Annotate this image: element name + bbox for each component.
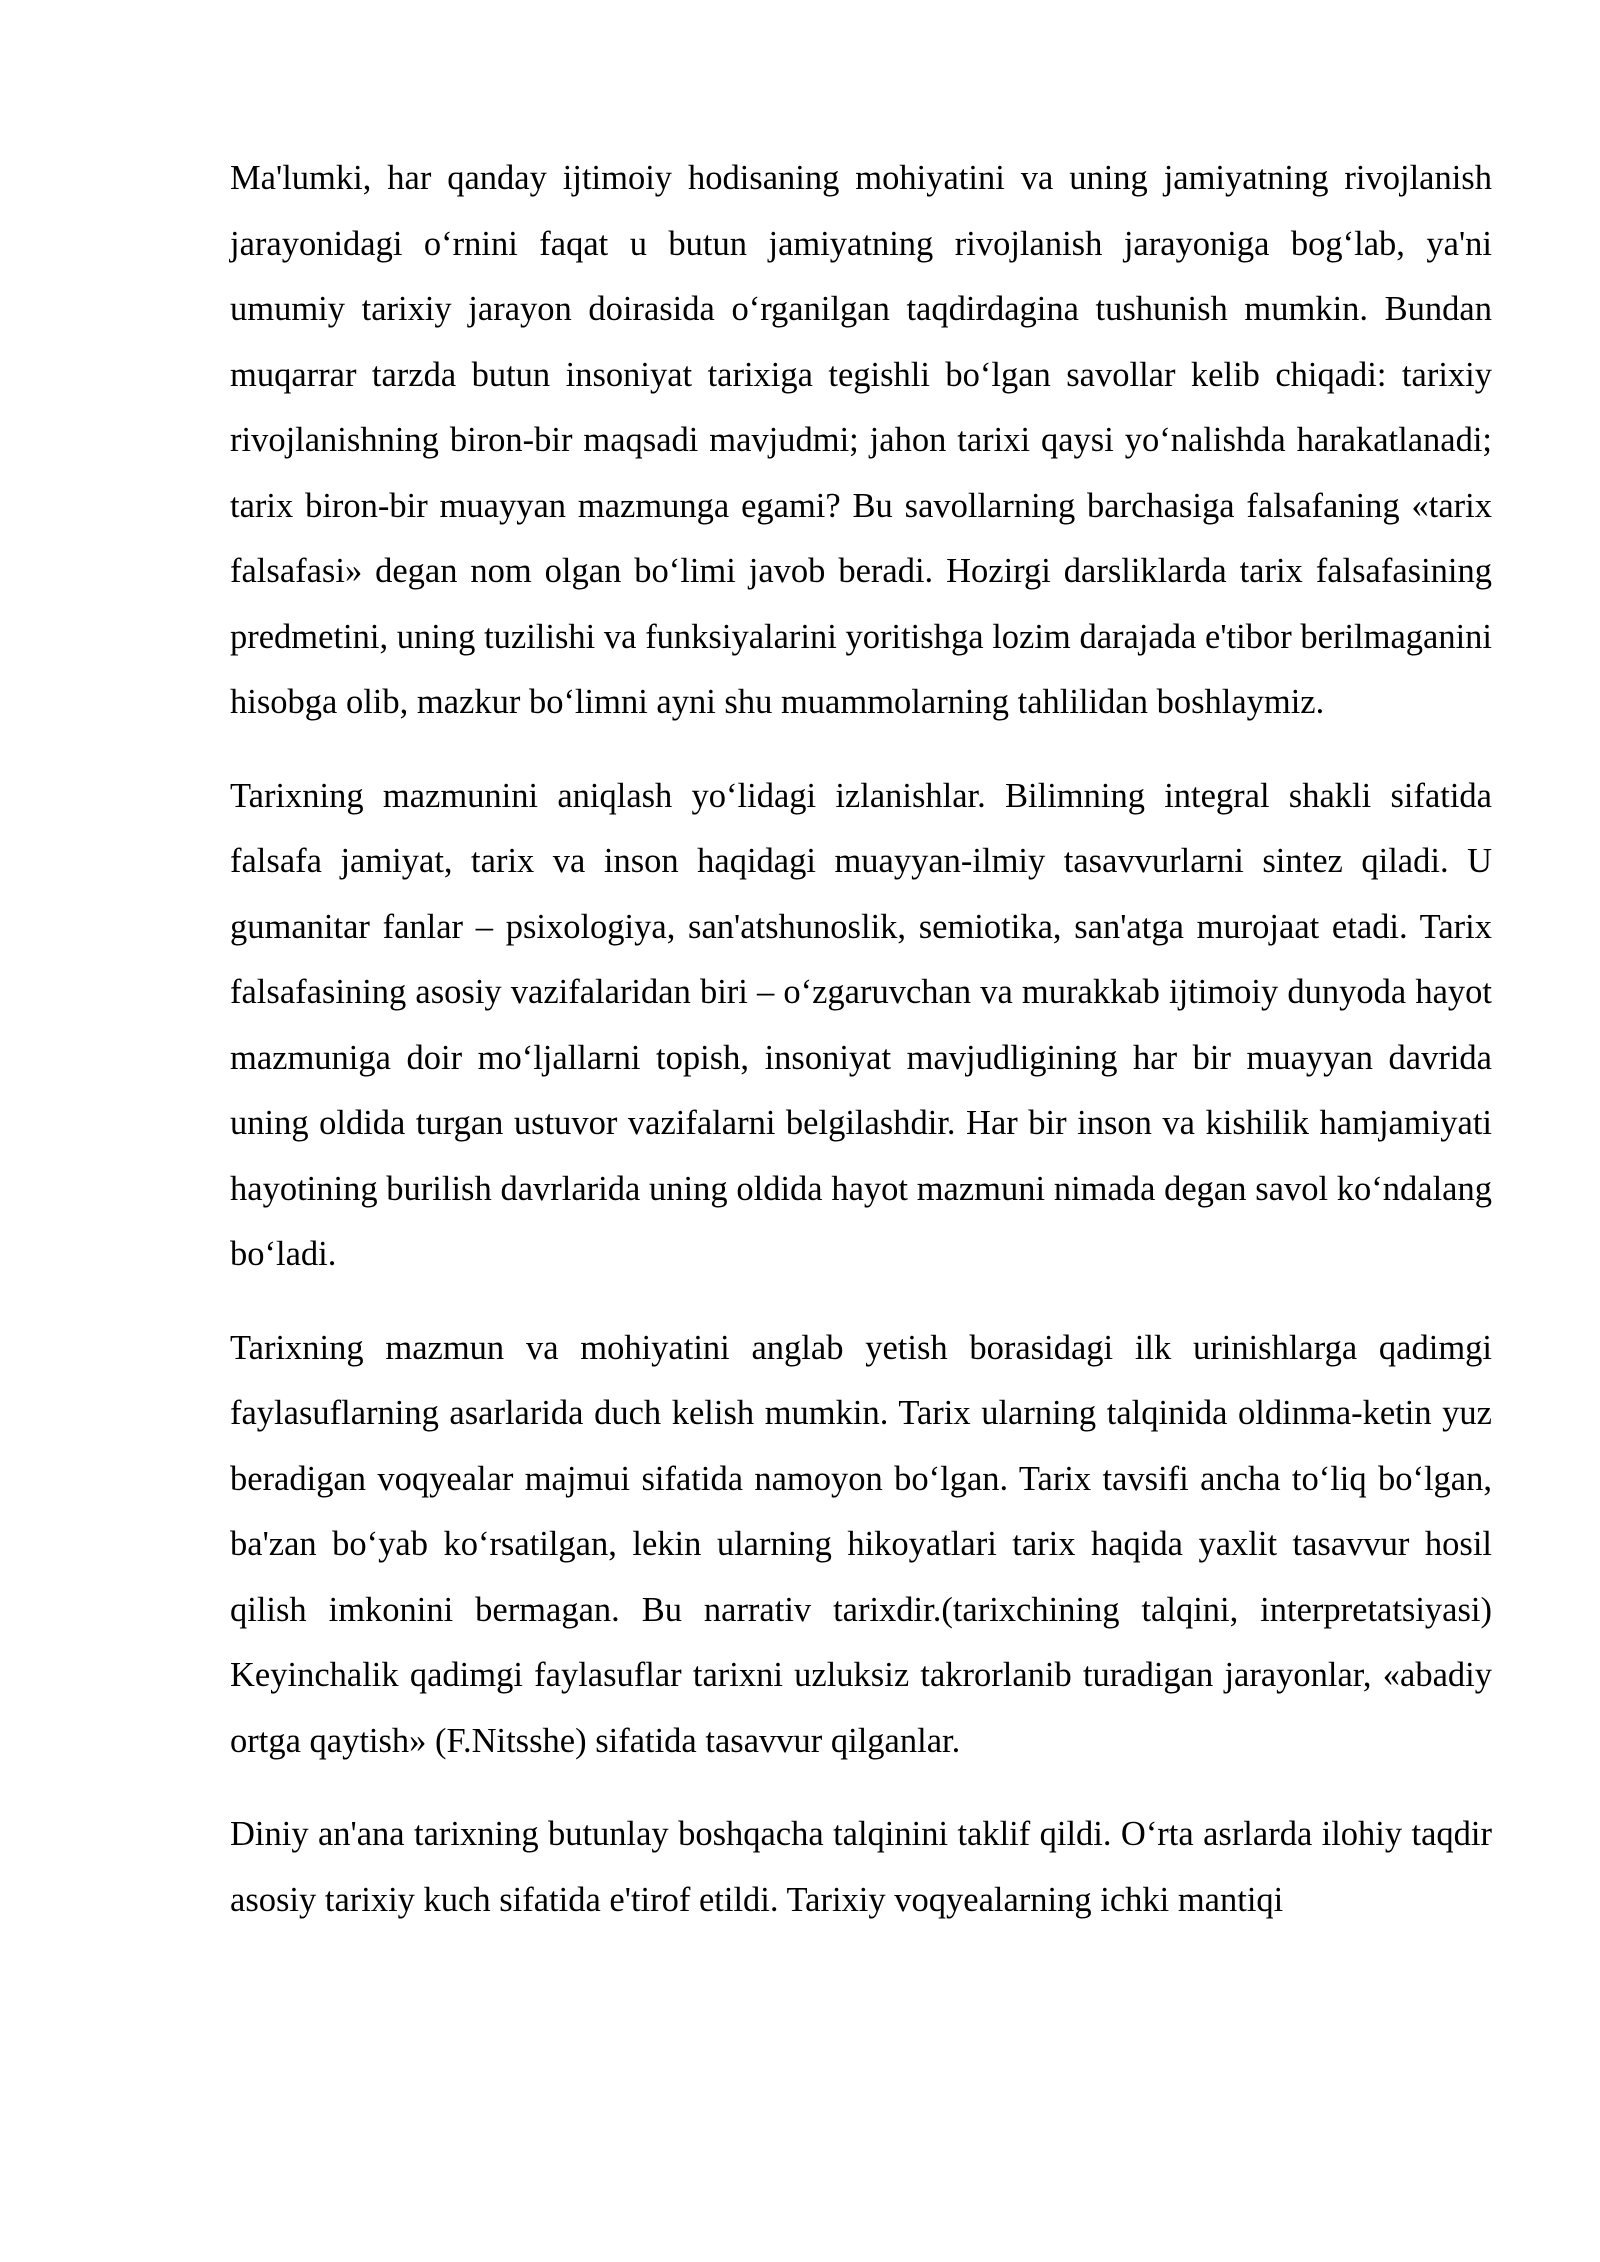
paragraph-meaning-of-history: Tarixning mazmunini aniqlash yo‘lidagi izlanishlar. Bilimning integral shakli sifatida falsafa jamiyat, tarix va inson haqidagi muayyan-ilmiy tasavvurlarni sintez qiladi. U gumanitar fanlar – psixologiya, san'atshunoslik, semiotika, san'atga murojaat etadi. Tarix falsafasining asosiy vazifalaridan biri – o‘zgaruvchan va murakkab ijtimoiy dunyoda hayot mazmuniga doir mo‘ljallarni topish, insoniyat mavjudligining har bir muayyan davrida uning oldida turgan ustuvor vazifalarni belgilashdir. Har bir inson va kishilik hamjamiyati hayotining burilish davrlarida uning oldida hayot mazmuni nimada degan savol ko‘ndalang bo‘ladi.	[230, 776, 1492, 1273]
paragraph-intro: Ma'lumki, har qanday ijtimoiy hodisaning mohiyatini va uning jamiyatning rivojlanish jarayonidagi o‘rnini faqat u butun jamiyatning rivojlanish jarayoniga bog‘lab, ya'ni umumiy tarixiy jarayon doirasida o‘rganilgan taqdirdagina tushunish mumkin. Bundan muqarrar tarzda butun insoniyat tarixiga tegishli bo‘lgan savollar kelib chiqadi: tarixiy rivojlanishning biron-bir maqsadi mavjudmi; jahon tarixi qaysi yo‘nalishda harakatlanadi; tarix biron-bir muayyan mazmunga egami? Bu savollarning barchasiga falsafaning «tarix falsafasi» degan nom olgan bo‘limi javob beradi. Hozirgi darsliklarda tarix falsafasining predmetini, uning tuzilishi va funksiyalarini yoritishga lozim darajada e'tibor berilmaganini hisobga olib, mazkur bo‘limni ayni shu muammolarning tahlilidan boshlaymiz.	[230, 159, 1492, 721]
paragraph-ancient-philosophers: Tarixning mazmun va mohiyatini anglab yetish borasidagi ilk urinishlarga qadimgi faylasuflarning asarlarida duch kelish mumkin. Tarix ularning talqinida oldinma-ketin yuz beradigan voqyealar majmui sifatida namoyon bo‘lgan. Tarix tavsifi ancha to‘liq bo‘lgan, ba'zan bo‘yab ko‘rsatilgan, lekin ularning hikoyatlari tarix haqida yaxlit tasavvur hosil qilish imkonini bermagan. Bu narrativ tarixdir.(tarixchining talqini, interpretatsiyasi) Keyinchalik qadimgi faylasuflar tarixni uzluksiz takrorlanib turadigan jarayonlar, «abadiy ortga qaytish» (F.Nitsshe) sifatida tasavvur qilganlar.	[230, 1328, 1492, 1760]
document-page	[230, 146, 1492, 1961]
paragraph-religious-tradition: Diniy an'ana tarixning butunlay boshqacha talqinini taklif qildi. O‘rta asrlarda ilohiy taqdir asosiy tarixiy kuch sifatida e'tirof etildi. Tarixiy voqyealarning ichki mantiqi	[230, 1815, 1492, 1919]
